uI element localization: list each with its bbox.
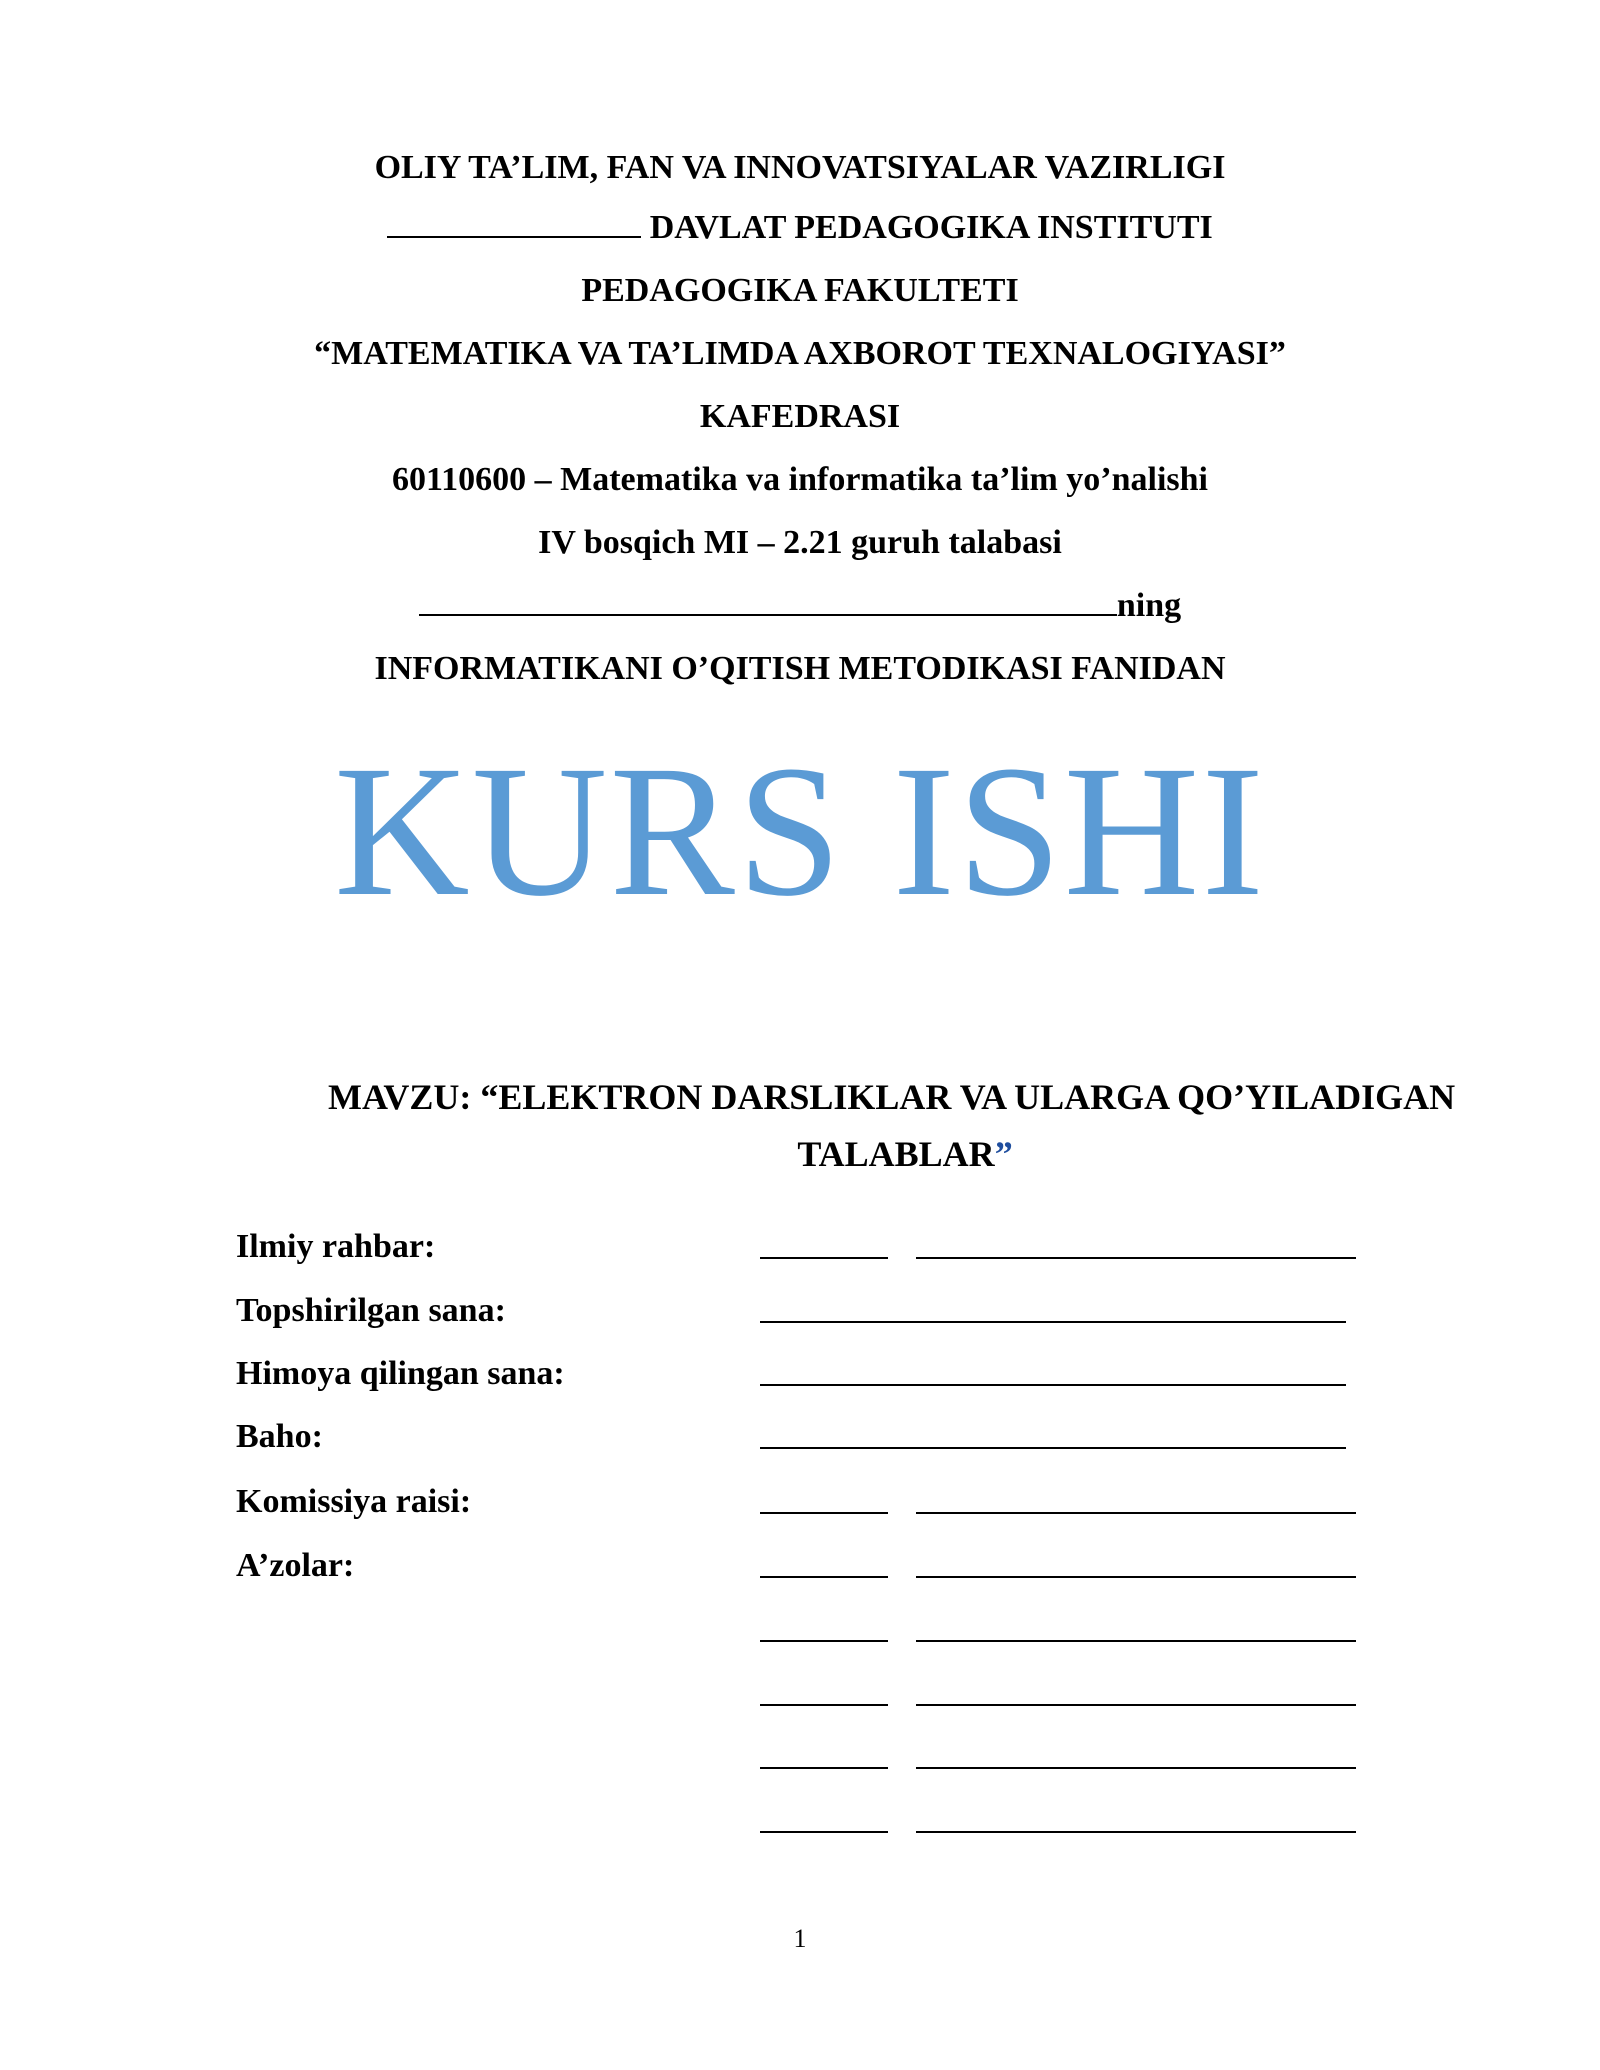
defended-date-blank <box>760 1384 1346 1386</box>
submitted-date-blank <box>760 1321 1346 1323</box>
student-name-blank <box>419 586 1117 616</box>
ministry-heading: OLIY TA’LIM, FAN VA INNOVATSIYALAR VAZIRLIGI <box>374 149 1226 186</box>
commission-chair-short-blank <box>760 1512 888 1514</box>
member-3-short-blank <box>760 1704 888 1706</box>
members-label: A’zolar: <box>236 1547 355 1584</box>
member-2-short-blank <box>760 1640 888 1642</box>
direction-line: 60110600 – Matematika va informatika ta’lim yo’nalishi <box>392 461 1208 498</box>
defended-date-label: Himoya qilingan sana: <box>236 1355 565 1392</box>
institute-heading <box>0 208 1600 248</box>
student-suffix: ning <box>1116 587 1182 624</box>
institute-label: DAVLAT PEDAGOGIKA INSTITUTI <box>649 209 1213 246</box>
department-suffix: KAFEDRASI <box>699 398 901 435</box>
topic-closing-quote: ” <box>994 1134 1013 1174</box>
institute-name-blank <box>387 208 641 238</box>
member-1-short-blank <box>760 1576 888 1578</box>
document-title: KURS ISHI <box>333 726 1267 935</box>
supervisor-short-blank <box>760 1257 888 1259</box>
grade-blank <box>760 1447 1346 1449</box>
student-name-line <box>0 586 1600 626</box>
page-number: 1 <box>793 1924 807 1953</box>
member-4-long-blank <box>916 1767 1356 1769</box>
commission-chair-label: Komissiya raisi: <box>236 1483 472 1520</box>
member-5-long-blank <box>916 1831 1356 1833</box>
member-3-long-blank <box>916 1704 1356 1706</box>
group-line: IV bosqich MI – 2.21 guruh talabasi <box>538 524 1062 561</box>
grade-label: Baho: <box>236 1418 323 1455</box>
member-5-short-blank <box>760 1831 888 1833</box>
department-heading: “MATEMATIKA VA TA’LIMDA AXBOROT TEXNALOGIYASI” <box>314 335 1286 372</box>
commission-chair-long-blank <box>916 1512 1356 1514</box>
subject-line: INFORMATIKANI O’QITISH METODIKASI FANIDAN <box>374 650 1226 687</box>
topic-line-1: MAVZU: “ELEKTRON DARSLIKLAR VA ULARGA QO’YILADIGAN <box>328 1077 1456 1117</box>
submitted-date-label: Topshirilgan sana: <box>236 1292 506 1329</box>
topic-line-2-text: TALABLAR <box>797 1134 995 1174</box>
member-2-long-blank <box>916 1640 1356 1642</box>
member-4-short-blank <box>760 1767 888 1769</box>
topic-line-2 <box>0 1133 1600 1175</box>
faculty-heading: PEDAGOGIKA FAKULTETI <box>581 272 1019 309</box>
member-1-long-blank <box>916 1576 1356 1578</box>
supervisor-label: Ilmiy rahbar: <box>236 1228 436 1265</box>
supervisor-long-blank <box>916 1257 1356 1259</box>
